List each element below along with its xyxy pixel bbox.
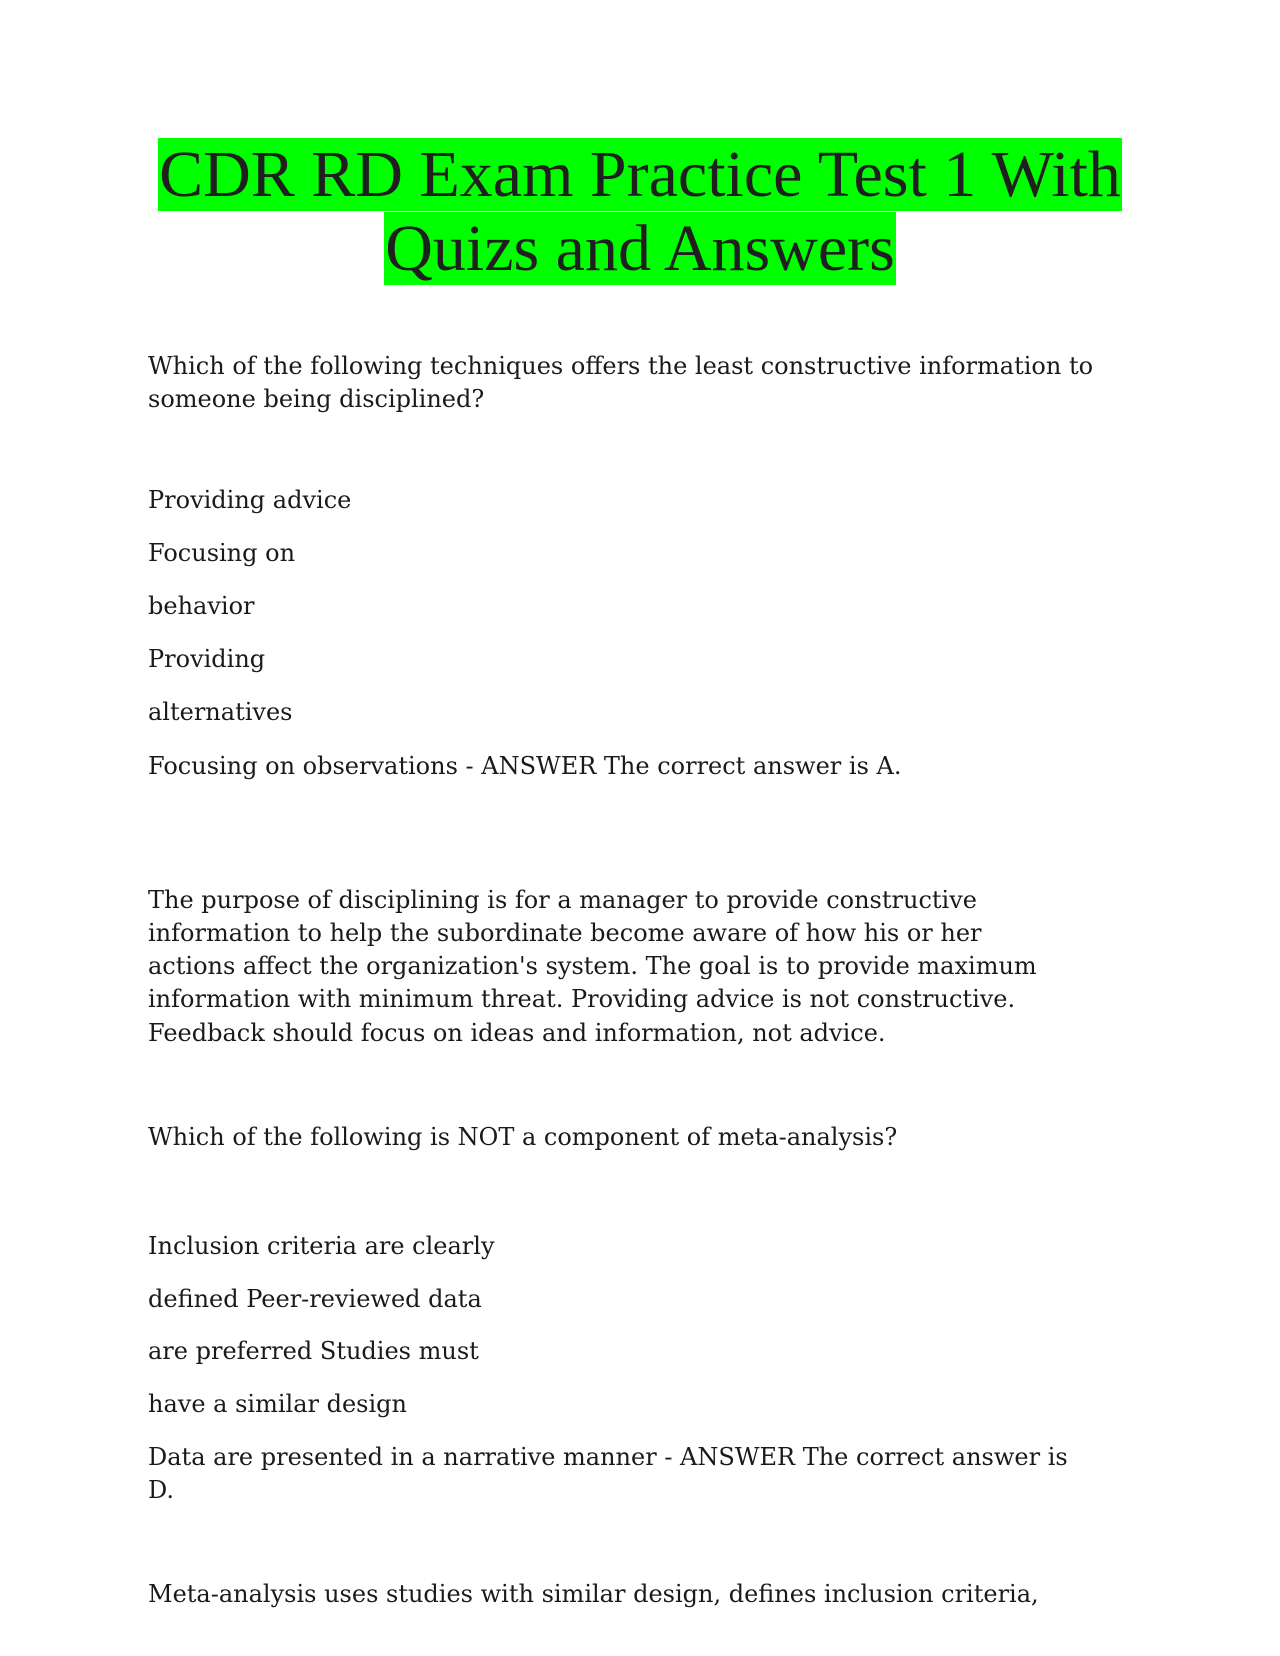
q1-explanation-line: Feedback should focus on ideas and information, not advice. bbox=[148, 1019, 886, 1047]
document-title bbox=[0, 138, 1280, 286]
q1-option: alternatives bbox=[148, 698, 293, 726]
title-line-2: Quizs and Answers bbox=[385, 212, 895, 285]
q1-answer: Focusing on observations - ANSWER The correct answer is A. bbox=[148, 752, 902, 780]
q1-explanation-line: information to help the subordinate become aware of how his or her bbox=[148, 919, 982, 947]
q1-option: behavior bbox=[148, 592, 255, 620]
q1-option: Providing bbox=[148, 645, 266, 673]
q1-explanation-line: information with minimum threat. Providing advice is not constructive. bbox=[148, 985, 1016, 1013]
q1-question-line-1: Which of the following techniques offers the least constructive information to bbox=[148, 352, 1094, 380]
q1-question-line-2: someone being disciplined? bbox=[148, 385, 485, 413]
q2-answer-line-1: Data are presented in a narrative manner - ANSWER The correct answer is bbox=[148, 1443, 1068, 1471]
q1-explanation-line: The purpose of disciplining is for a manager to provide constructive bbox=[148, 886, 977, 914]
q2-option: defined Peer-reviewed data bbox=[148, 1285, 482, 1313]
q2-option: are preferred Studies must bbox=[148, 1337, 479, 1365]
q2-explanation-line: Meta-analysis uses studies with similar design, defines inclusion criteria, bbox=[148, 1580, 1039, 1608]
q2-option: Inclusion criteria are clearly bbox=[148, 1232, 495, 1260]
q1-option: Providing advice bbox=[148, 486, 352, 514]
q2-answer-line-2: D. bbox=[148, 1476, 175, 1504]
q1-option: Focusing on bbox=[148, 539, 296, 567]
q2-option: have a similar design bbox=[148, 1390, 407, 1418]
q2-question: Which of the following is NOT a component of meta-analysis? bbox=[148, 1123, 898, 1151]
q1-explanation-line: actions affect the organization's system. The goal is to provide maximum bbox=[148, 952, 1037, 980]
title-line-1: CDR RD Exam Practice Test 1 With bbox=[159, 138, 1121, 211]
